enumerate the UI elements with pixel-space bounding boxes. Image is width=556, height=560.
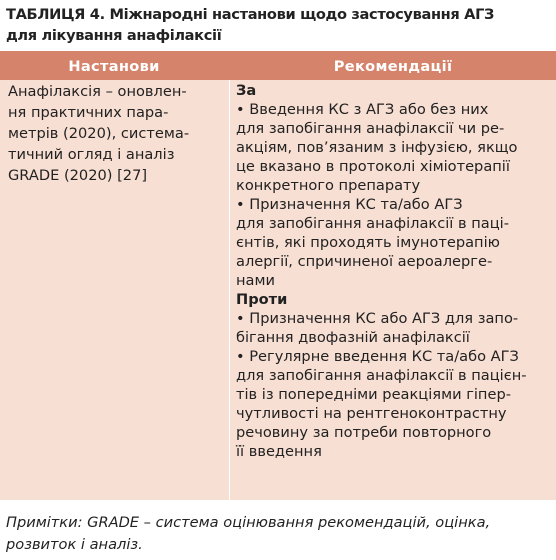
for-heading: За <box>236 82 257 99</box>
against-item <box>236 309 550 347</box>
table-header-row <box>0 53 556 80</box>
footnote-line: розвиток і аналіз. <box>6 536 143 553</box>
guideline-line: GRADE (2020) [27] <box>8 167 148 184</box>
for-item-line: конкретного препарату <box>236 177 421 194</box>
column-divider <box>229 80 230 500</box>
table-footnote <box>6 512 551 556</box>
table-title <box>6 4 551 46</box>
for-item <box>236 100 550 195</box>
against-item-line: • Регулярне введення КС та/або АГЗ <box>236 348 519 365</box>
for-item-line: • Призначення КС та/або АГЗ <box>236 196 463 213</box>
guideline-line: тичний огляд і аналіз <box>8 146 175 163</box>
for-item-line: єнтів, які проходять імунотерапію <box>236 234 500 251</box>
guideline-cell <box>8 81 224 186</box>
against-item <box>236 347 550 461</box>
table-title-line: ТАБЛИЦЯ 4. Міжнародні настанови щодо застосування АГЗ <box>6 6 495 23</box>
for-item-line: акціям, пов’язаним з інфузією, якщо <box>236 139 518 156</box>
against-heading: Проти <box>236 291 288 308</box>
for-item <box>236 195 550 290</box>
against-item-line: бігання двофазній анафілаксії <box>236 329 470 346</box>
recommendations-table <box>0 53 556 500</box>
guideline-line: ня практичних пара- <box>8 104 169 121</box>
against-item-line: чутливості на рентгеноконтрастну <box>236 405 507 422</box>
against-item-line: • Призначення КС або АГЗ для запо- <box>236 310 519 327</box>
guideline-line: Анафілаксія – оновлен- <box>8 83 187 100</box>
against-item-line: її введення <box>236 443 322 460</box>
for-item-line: нами <box>236 272 275 289</box>
against-item-line: речовину за потреби повторного <box>236 424 492 441</box>
table-title-line: для лікування анафілаксії <box>6 27 222 44</box>
against-item-line: для запобігання анафілаксії в пацієн- <box>236 367 527 384</box>
header-guidelines: Настанови <box>68 58 160 75</box>
guideline-line: метрів (2020), система- <box>8 125 190 142</box>
for-item-line: це вказано в протоколі хіміотерапії <box>236 158 510 175</box>
for-item-line: • Введення КС з АГЗ або без них <box>236 101 489 118</box>
for-item-line: алергії, спричиненої аероалерге- <box>236 253 493 270</box>
footnote-line: Примітки: GRADE – система оцінювання рекомендацій, оцінка, <box>6 514 491 531</box>
for-item-line: для запобігання анафілаксії чи ре- <box>236 120 505 137</box>
against-item-line: тів із попередніми реакціями гіпер- <box>236 386 511 403</box>
for-item-line: для запобігання анафілаксії в паці- <box>236 215 509 232</box>
recommendation-cell <box>236 81 550 461</box>
header-recommendations: Рекомендації <box>333 58 453 75</box>
